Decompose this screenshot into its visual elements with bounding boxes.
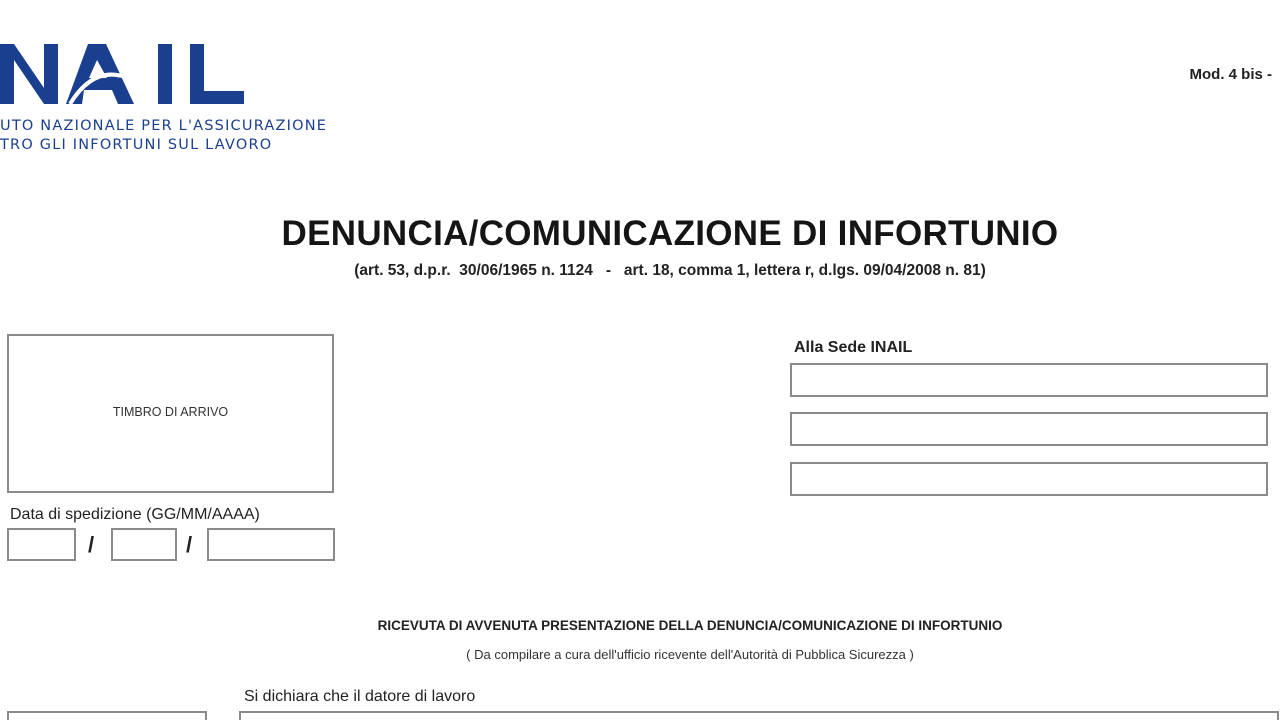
employer-declaration-label: Si dichiara che il datore di lavoro <box>244 688 476 705</box>
inail-office-field-3[interactable] <box>790 462 1268 496</box>
receipt-left-field[interactable] <box>7 711 207 720</box>
inail-office-label: Alla Sede INAIL <box>794 339 913 356</box>
inail-logo <box>0 38 330 158</box>
shipping-date-day-field[interactable] <box>7 528 76 561</box>
shipping-date-year-field[interactable] <box>207 528 335 561</box>
document-legal-reference: (art. 53, d.p.r. 30/06/1965 n. 1124 - art. 18, comma 1, lettera r, d.lgs. 09/04/2008 n. 81) <box>354 262 986 279</box>
employer-field[interactable] <box>239 711 1279 720</box>
arrival-stamp-box <box>7 334 334 493</box>
date-separator: / <box>88 532 95 557</box>
logo-tagline-line-1: UTO NAZIONALE PER L'ASSICURAZIONE <box>0 118 328 134</box>
inail-office-field-2[interactable] <box>790 412 1268 446</box>
date-separator: / <box>186 532 193 557</box>
form-model-code: Mod. 4 bis - <box>1189 66 1272 83</box>
shipping-date-month-field[interactable] <box>111 528 177 561</box>
shipping-date-label: Data di spedizione (GG/MM/AAAA) <box>10 506 260 523</box>
document-title: DENUNCIA/COMUNICAZIONE DI INFORTUNIO <box>281 214 1059 253</box>
inail-logo-mark <box>0 38 260 110</box>
inail-office-field-1[interactable] <box>790 363 1268 397</box>
receipt-section-title: RICEVUTA DI AVVENUTA PRESENTAZIONE DELLA DENUNCIA/COMUNICAZIONE DI INFORTUNIO <box>377 618 1003 633</box>
arrival-stamp-label: TIMBRO DI ARRIVO <box>112 404 229 419</box>
receipt-section-note: ( Da compilare a cura dell'ufficio ricevente dell'Autorità di Pubblica Sicurezza ) <box>466 647 914 662</box>
logo-tagline-line-2: TRO GLI INFORTUNI SUL LAVORO <box>0 137 273 153</box>
